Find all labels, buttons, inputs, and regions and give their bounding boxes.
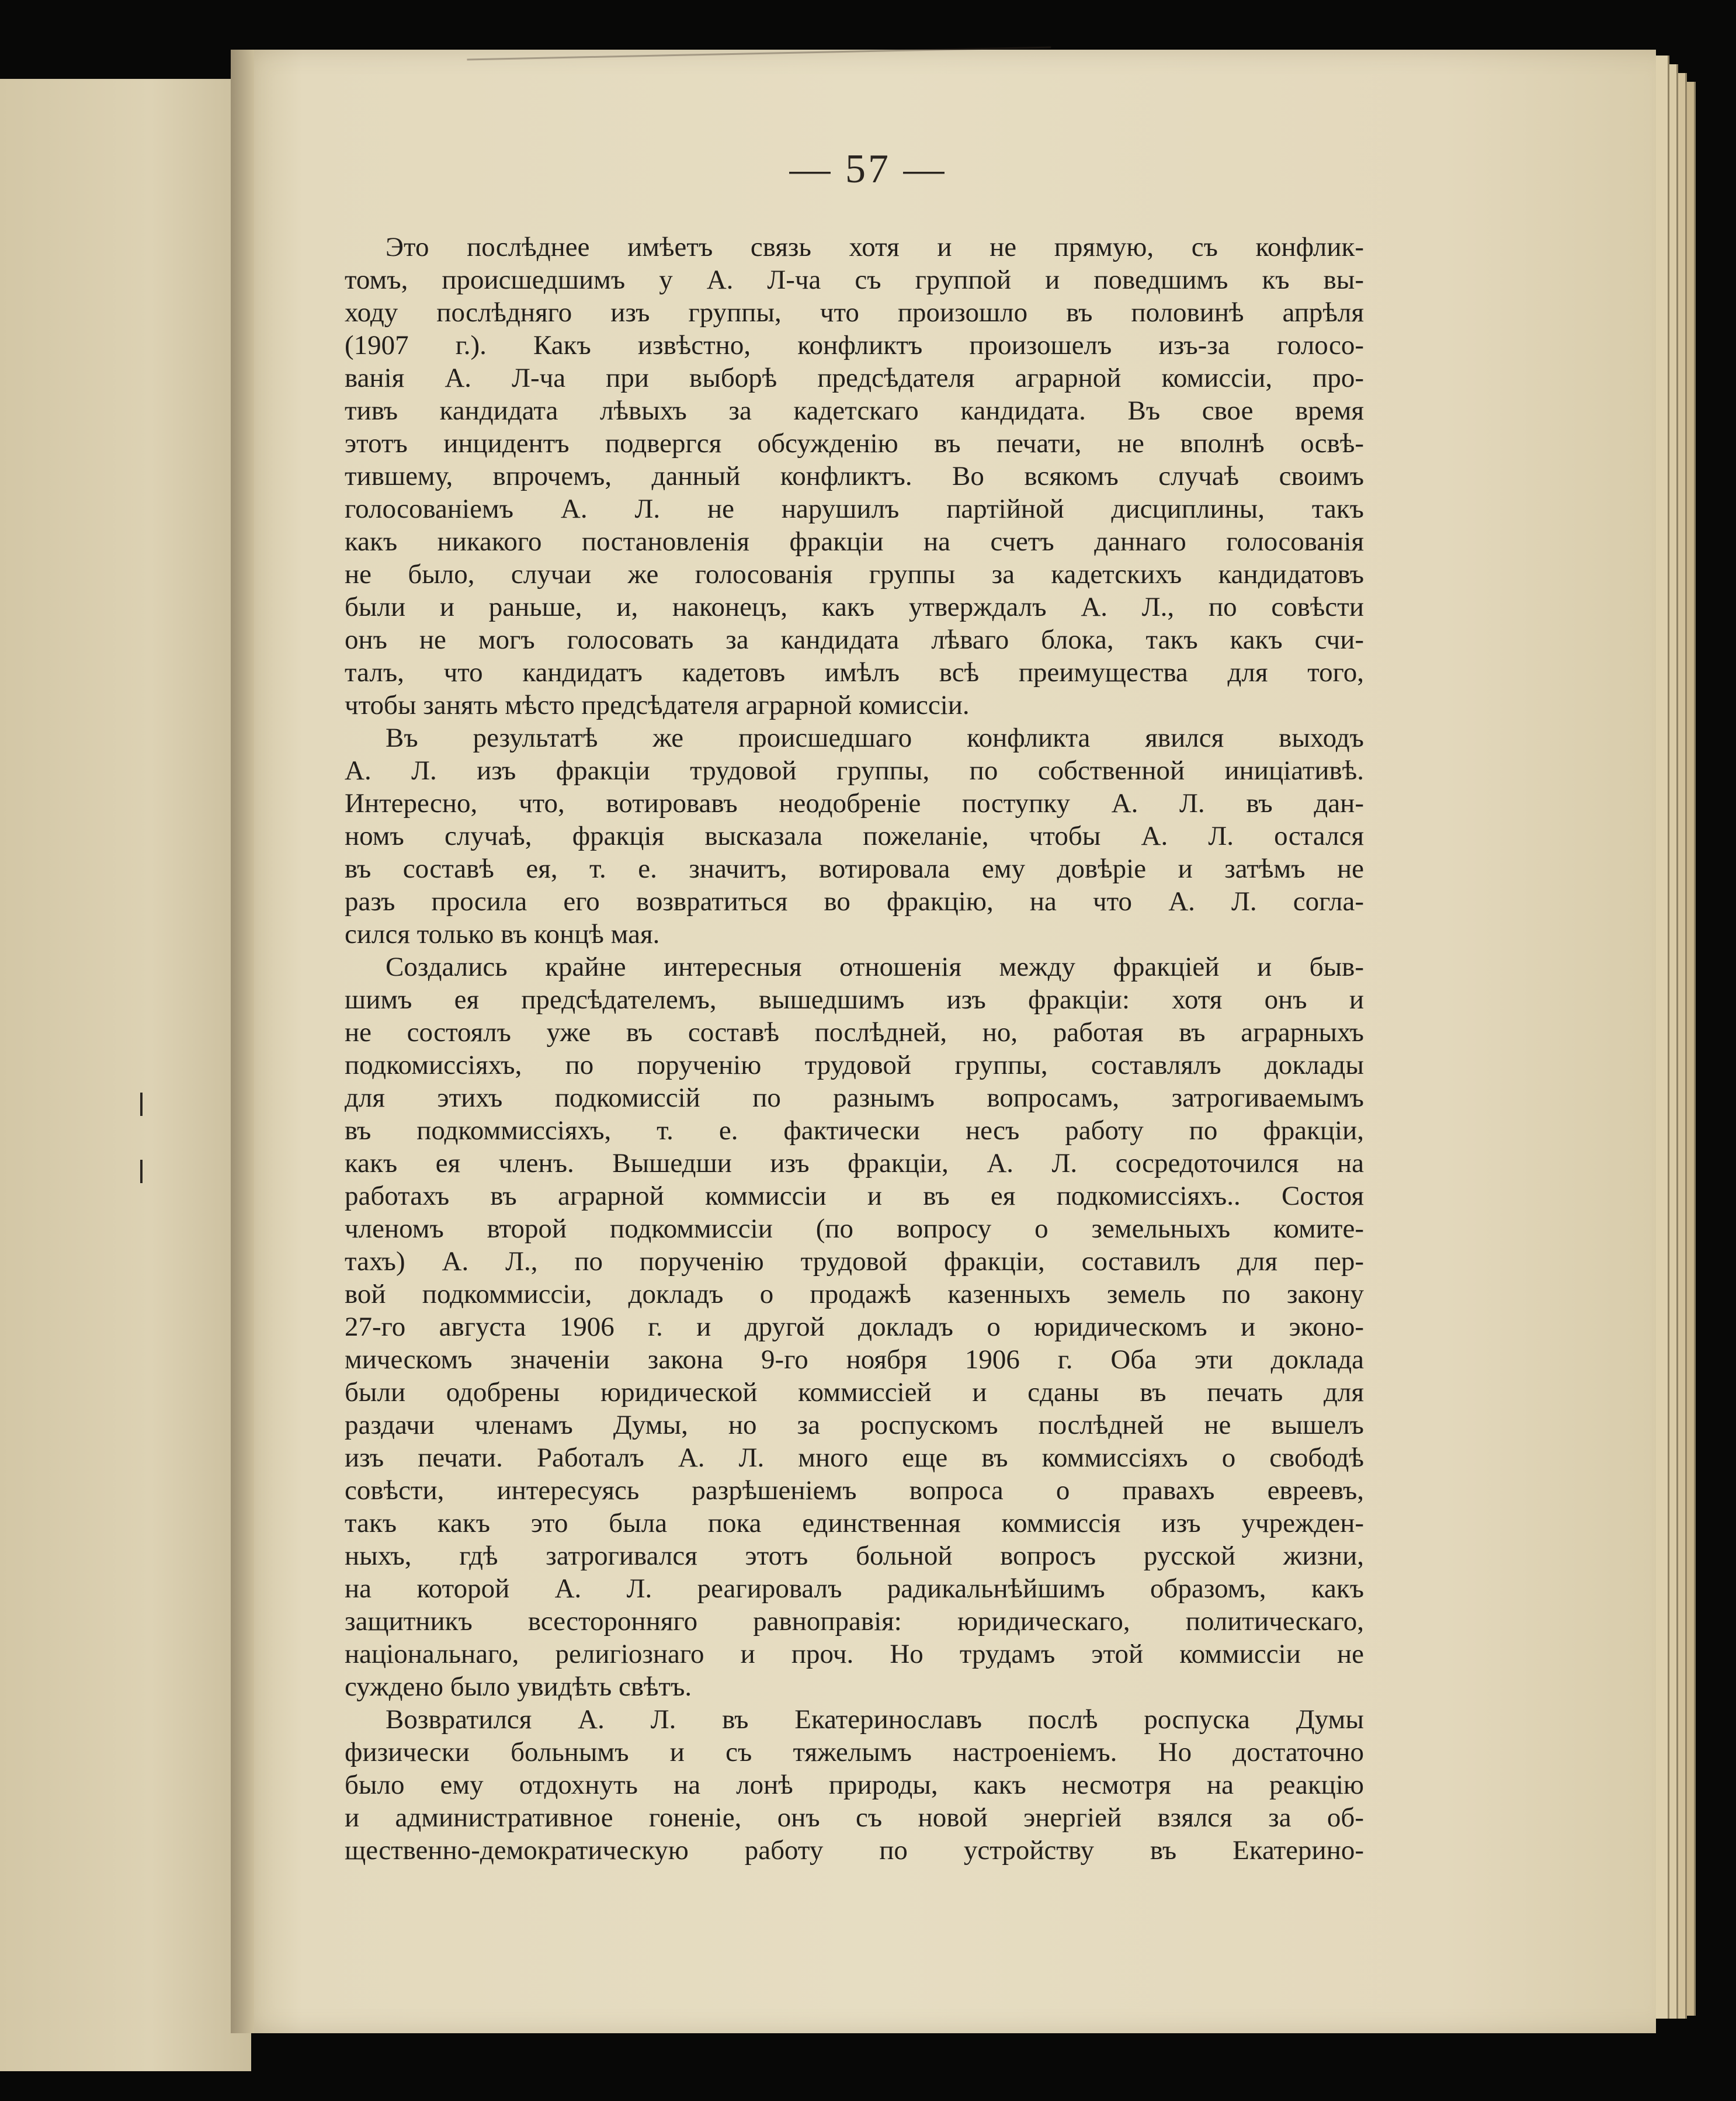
text-line: разъ просила его возвратиться во фракцію, на что А. Л. согла- xyxy=(345,886,1364,917)
text-line: щественно-демократическую работу по устройству въ Екатерино- xyxy=(345,1835,1364,1866)
text-line: не было, случаи же голосованія группы за кадетскихъ кандидатовъ xyxy=(345,559,1364,590)
text-line: Это послѣднее имѣетъ связь хотя и не прямую, съ конфлик- xyxy=(386,232,1364,262)
body-text xyxy=(345,231,1364,1867)
text-line: не состоялъ уже въ составѣ послѣдней, но, работая въ аграрныхъ xyxy=(345,1017,1364,1048)
text-line: совѣсти, интересуясь разрѣшеніемъ вопроса о правахъ евреевъ, xyxy=(345,1475,1364,1506)
margin-mark xyxy=(140,1093,143,1116)
text-line: раздачи членамъ Думы, но за роспускомъ послѣдней не вышелъ xyxy=(345,1410,1364,1440)
text-line: такъ какъ это была пока единственная коммиссія изъ учрежден- xyxy=(345,1508,1364,1538)
text-line: членомъ второй подкоммиссіи (по вопросу о земельныхъ комите- xyxy=(345,1214,1364,1244)
text-line: защитникъ всесторонняго равноправія: юридическаго, политическаго, xyxy=(345,1606,1364,1637)
text-line: національнаго, религіознаго и проч. Но трудамъ этой коммиссіи не xyxy=(345,1639,1364,1669)
text-line: тившему, впрочемъ, данный конфликтъ. Во всякомъ случаѣ своимъ xyxy=(345,461,1364,491)
facing-page xyxy=(0,79,251,2071)
text-line: были и раньше, и, наконецъ, какъ утверждалъ А. Л., по совѣсти xyxy=(345,592,1364,622)
text-line: ныхъ, гдѣ затрогивался этотъ больной вопросъ русской жизни, xyxy=(345,1541,1364,1571)
page-gutter xyxy=(231,50,254,2033)
text-line: въ подкоммиссіяхъ, т. е. фактически несъ работу по фракціи, xyxy=(345,1115,1364,1146)
text-line: работахъ въ аграрной коммиссіи и въ ея подкомиссіяхъ.. Состоя xyxy=(345,1181,1364,1211)
text-line: томъ, происшедшимъ у А. Л-ча съ группой и поведшимъ къ вы- xyxy=(345,265,1364,295)
text-line: Создались крайне интересныя отношенія между фракціей и быв- xyxy=(386,952,1364,982)
text-line: подкомиссіяхъ, по порученію трудовой группы, составлялъ доклады xyxy=(345,1050,1364,1080)
text-line: голосованіемъ А. Л. не нарушилъ партійной дисциплины, такъ xyxy=(345,494,1364,524)
text-line: этотъ инцидентъ подвергся обсужденію въ печати, не вполнѣ освѣ- xyxy=(345,428,1364,459)
text-line: въ составѣ ея, т. е. значитъ, вотировала ему довѣріе и затѣмъ не xyxy=(345,854,1364,884)
text-line: суждено было увидѣть свѣтъ. xyxy=(345,1672,692,1702)
text-line: были одобрены юридической коммиссіей и сданы въ печать для xyxy=(345,1377,1364,1407)
text-line: для этихъ подкомиссій по разнымъ вопросамъ, затрогиваемымъ xyxy=(345,1083,1364,1113)
text-line: изъ печати. Работалъ А. Л. много еще въ коммиссіяхъ о свободѣ xyxy=(345,1443,1364,1473)
text-line: какъ никакого постановленія фракціи на счетъ даннаго голосованія xyxy=(345,526,1364,557)
text-line: было ему отдохнуть на лонѣ природы, какъ несмотря на реакцію xyxy=(345,1770,1364,1800)
margin-mark xyxy=(140,1160,143,1183)
text-line: чтобы занять мѣсто предсѣдателя аграрной комиссіи. xyxy=(345,690,970,720)
text-line: тивъ кандидата лѣвыхъ за кадетскаго кандидата. Въ свое время xyxy=(345,396,1364,426)
text-line: онъ не могъ голосовать за кандидата лѣваго блока, такъ какъ счи- xyxy=(345,625,1364,655)
text-line: физически больнымъ и съ тяжелымъ настроеніемъ. Но достаточно xyxy=(345,1737,1364,1767)
text-line: (1907 г.). Какъ извѣстно, конфликтъ произошелъ изъ-за голосо- xyxy=(345,330,1364,360)
text-line: талъ, что кандидатъ кадетовъ имѣлъ всѣ преимущества для того, xyxy=(345,657,1364,688)
text-line: какъ ея членъ. Вышедши изъ фракціи, А. Л. сосредоточился на xyxy=(345,1148,1364,1178)
text-line: Интересно, что, вотировавъ неодобреніе поступку А. Л. въ дан- xyxy=(345,788,1364,819)
text-line: и административное гоненіе, онъ съ новой энергіей взялся за об- xyxy=(345,1802,1364,1833)
page-number: — 57 — xyxy=(789,147,947,192)
text-line: на которой А. Л. реагировалъ радикальнѣйшимъ образомъ, какъ xyxy=(345,1573,1364,1604)
text-line: ходу послѣдняго изъ группы, что произошло въ половинѣ апрѣля xyxy=(345,297,1364,328)
text-line: номъ случаѣ, фракція высказала пожеланіе, чтобы А. Л. остался xyxy=(345,821,1364,851)
text-line: А. Л. изъ фракціи трудовой группы, по собственной иниціативѣ. xyxy=(345,755,1364,786)
text-line: шимъ ея предсѣдателемъ, вышедшимъ изъ фракціи: хотя онъ и xyxy=(345,984,1364,1015)
text-line: вой подкоммиссіи, докладъ о продажѣ казенныхъ земель по закону xyxy=(345,1279,1364,1309)
text-line: ванія А. Л-ча при выборѣ предсѣдателя аграрной комиссіи, про- xyxy=(345,363,1364,393)
text-line: Возвратился А. Л. въ Екатеринославъ послѣ роспуска Думы xyxy=(386,1704,1364,1735)
text-line: сился только въ концѣ мая. xyxy=(345,919,660,949)
text-line: Въ результатѣ же происшедшаго конфликта явился выходъ xyxy=(386,723,1364,753)
text-line: тахъ) А. Л., по порученію трудовой фракціи, составилъ для пер- xyxy=(345,1246,1364,1277)
text-line: мическомъ значеніи закона 9-го ноября 1906 г. Оба эти доклада xyxy=(345,1344,1364,1375)
text-line: 27-го августа 1906 г. и другой докладъ о юридическомъ и эконо- xyxy=(345,1312,1364,1342)
